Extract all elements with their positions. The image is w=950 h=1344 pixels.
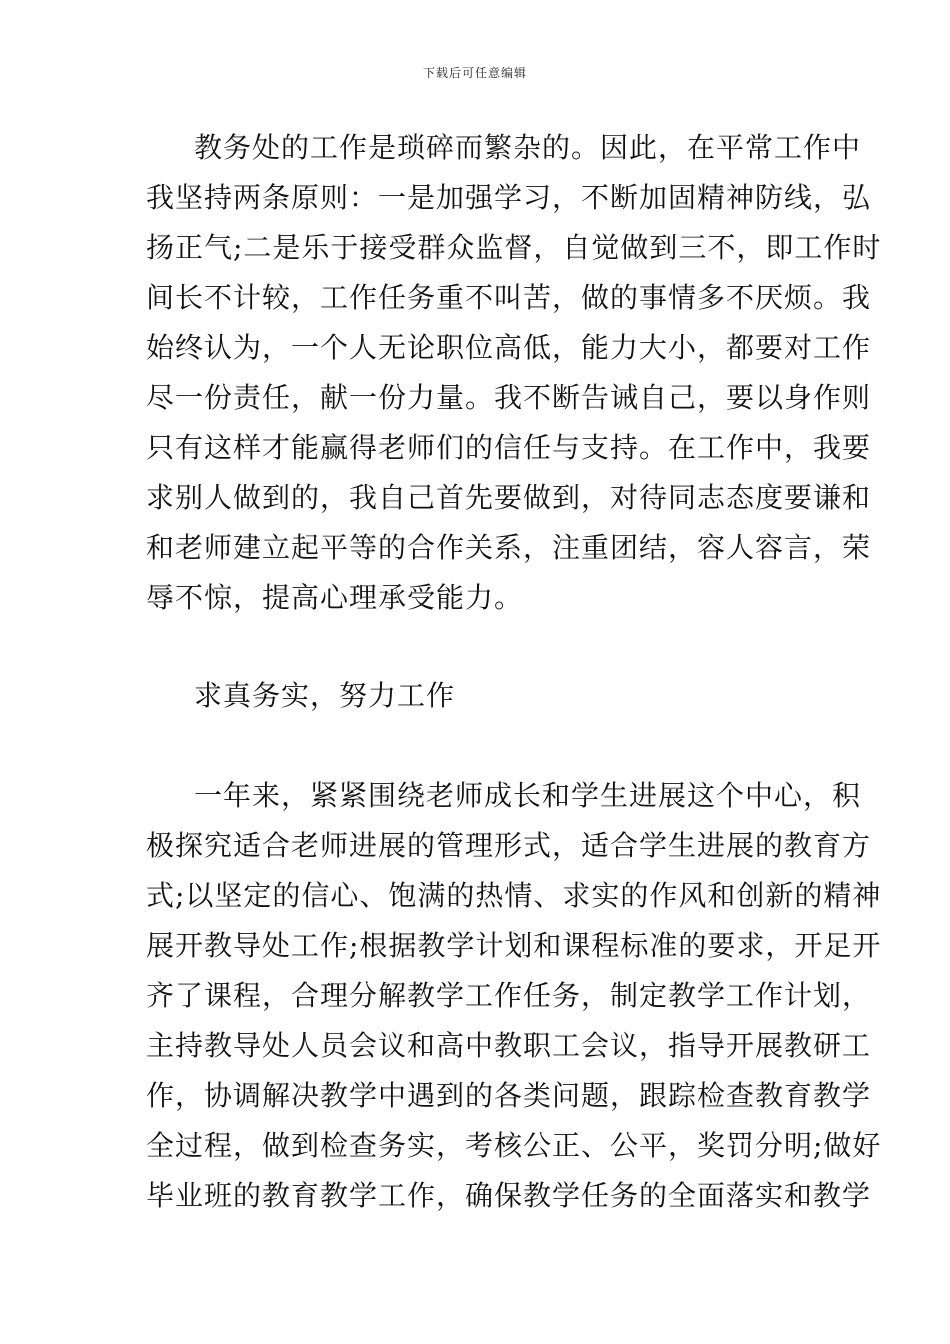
paragraph2-line: 极探究适合老师进展的管理形式，适合学生进展的教育方	[146, 829, 872, 862]
paragraph2-line: 毕业班的教育教学工作，确保教学任务的全面落实和教学	[146, 1179, 872, 1212]
paragraph1-line: 教务处的工作是琐碎而繁杂的。因此，在平常工作中	[194, 131, 862, 164]
paragraph1-line: 扬正气;二是乐于接受群众监督，自觉做到三不，即工作时	[146, 231, 882, 264]
paragraph1-line: 我坚持两条原则：一是加强学习，不断加固精神防线，弘	[146, 181, 872, 214]
paragraph1-line: 只有这样才能赢得老师们的信任与支持。在工作中，我要	[146, 431, 872, 464]
paragraph2-line: 齐了课程，合理分解教学工作任务，制定教学工作计划，	[146, 979, 872, 1012]
paragraph1-line: 始终认为，一个人无论职位高低，能力大小，都要对工作	[146, 331, 872, 364]
paragraph2-line: 作，协调解决教学中遇到的各类问题，跟踪检查教育教学	[146, 1079, 872, 1112]
paragraph2-line: 一年来，紧紧围绕老师成长和学生进展这个中心，积	[194, 779, 862, 812]
paragraph1-line: 和老师建立起平等的合作关系，注重团结，容人容言，荣	[146, 531, 872, 564]
paragraph1-line: 求别人做到的，我自己首先要做到，对待同志态度要谦和	[146, 481, 872, 514]
paragraph2-line: 式;以坚定的信心、饱满的热情、求实的作风和创新的精神	[146, 879, 882, 912]
section-heading: 求真务实，努力工作	[194, 679, 456, 712]
paragraph2-line: 全过程，做到检查务实，考核公正、公平，奖罚分明;做好	[146, 1129, 882, 1162]
paragraph2-line: 主持教导处人员会议和高中教职工会议，指导开展教研工	[146, 1029, 872, 1062]
header-note: 下载后可任意编辑	[422, 66, 527, 80]
paragraph1-line: 间长不计较，工作任务重不叫苦，做的事情多不厌烦。我	[146, 281, 872, 314]
paragraph1-line: 辱不惊，提高心理承受能力。	[146, 581, 524, 614]
paragraph1-line: 尽一份责任，献一份力量。我不断告诫自己，要以身作则	[146, 381, 872, 414]
paragraph2-line: 展开教导处工作;根据教学计划和课程标准的要求，开足开	[146, 929, 882, 962]
